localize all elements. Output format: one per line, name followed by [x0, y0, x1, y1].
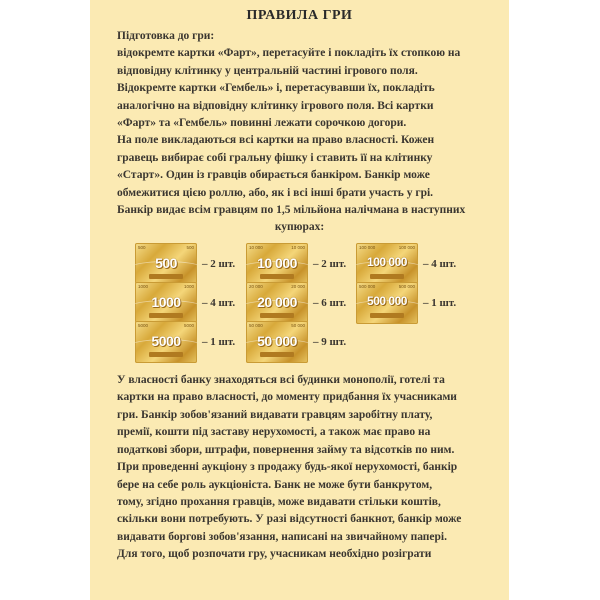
text-line: відокремте картки «Фарт», перетасуйте і покладіть їх стопкою на	[117, 47, 461, 59]
banknote-20000: 20 000 20 000 20 000	[246, 282, 308, 324]
banknote-50000: 50 000 50 000 50 000	[246, 321, 308, 363]
banknote-value: 1000	[151, 294, 181, 310]
text-line-centered: купюрах:	[274, 221, 325, 233]
banknote-count: – 4 шт.	[423, 258, 457, 270]
banknote-count: – 2 шт.	[313, 258, 347, 270]
text-line: У власності банку знаходяться всі будинки монополії, готелі та	[117, 374, 445, 386]
text-line: тому, згідно прохання гравців, може видавати стільки коштів,	[117, 496, 441, 508]
banknote-100000: 100 000 100 000 100 000	[356, 243, 418, 285]
banknote-count: – 2 шт.	[202, 258, 236, 270]
text-line: Для того, щоб розпочати гру, учасникам необхідно розіграти	[117, 548, 432, 560]
text-line: податкові збори, штрафи, повернення займу та відсотків по ним.	[117, 444, 455, 456]
text-line: видавати боргові зобов'язання, написані на звичайному папері.	[117, 531, 448, 543]
banknote-count: – 1 шт.	[423, 297, 457, 309]
banknote-value: 100 000	[367, 255, 407, 269]
text-line: бере на себе роль аукціоніста. Банк не може бути банкрутом,	[117, 479, 433, 491]
text-line: премії, кошти під заставу нерухомості, а також має право на	[117, 426, 431, 438]
text-line: відповідну клітинку у центральній частині ігрового поля.	[117, 65, 418, 77]
text-line: картки на право власності, до моменту придбання їх учасниками	[117, 391, 457, 403]
banknote-count: – 9 шт.	[313, 336, 347, 348]
text-line: скільки вони потребують. У разі відсутності банкнот, банкір може	[117, 513, 462, 525]
banknote-500: 500 500 500	[135, 243, 197, 285]
banknote-value: 10 000	[257, 255, 297, 271]
text-line: обмежитися цією роллю, або, як і всі інші брати участь у грі.	[117, 187, 434, 199]
banknote-1000: 1000 1000 1000	[135, 282, 197, 324]
banknote-count: – 4 шт.	[202, 297, 236, 309]
text-line: Банкір видає всім гравцям по 1,5 мільйона налічмана в наступних	[117, 204, 466, 216]
text-line: гравець вибирає собі гральну фішку і ставить її на клітинку	[117, 152, 433, 164]
page-title: ПРАВИЛА ГРИ	[246, 8, 353, 23]
text-line: Відокремте картки «Гембель» і, перетасувавши їх, покладіть	[117, 82, 435, 94]
rules-page	[90, 0, 509, 600]
text-line: аналогічно на відповідну клітинку ігрового поля. Всі картки	[117, 100, 434, 112]
banknote-value: 500	[155, 255, 177, 271]
banknote-500000: 500 000 500 000 500 000	[356, 282, 418, 324]
banknote-10000: 10 000 10 000 10 000	[246, 243, 308, 285]
banknote-value: 5000	[151, 333, 181, 349]
banknote-value: 20 000	[257, 294, 297, 310]
banknote-count: – 1 шт.	[202, 336, 236, 348]
banknote-count: – 6 шт.	[313, 297, 347, 309]
text-line: При проведенні аукціону з продажу будь-якої нерухомості, банкір	[117, 461, 458, 473]
banknote-value: 500 000	[367, 294, 407, 308]
text-line: На поле викладаються всі картки на право власності. Кожен	[117, 134, 435, 146]
text-line: «Фарт» та «Гембель» повинні лежати сорочкою догори.	[117, 117, 407, 129]
text-line: Підготовка до гри:	[117, 30, 215, 42]
banknote-5000: 5000 5000 5000	[135, 321, 197, 363]
text-line: гри. Банкір зобов'язаний видавати гравцям заробітну плату,	[117, 409, 433, 421]
banknote-value: 50 000	[257, 333, 297, 349]
text-line: «Старт». Один із гравців обирається банкіром. Банкір може	[117, 169, 430, 181]
